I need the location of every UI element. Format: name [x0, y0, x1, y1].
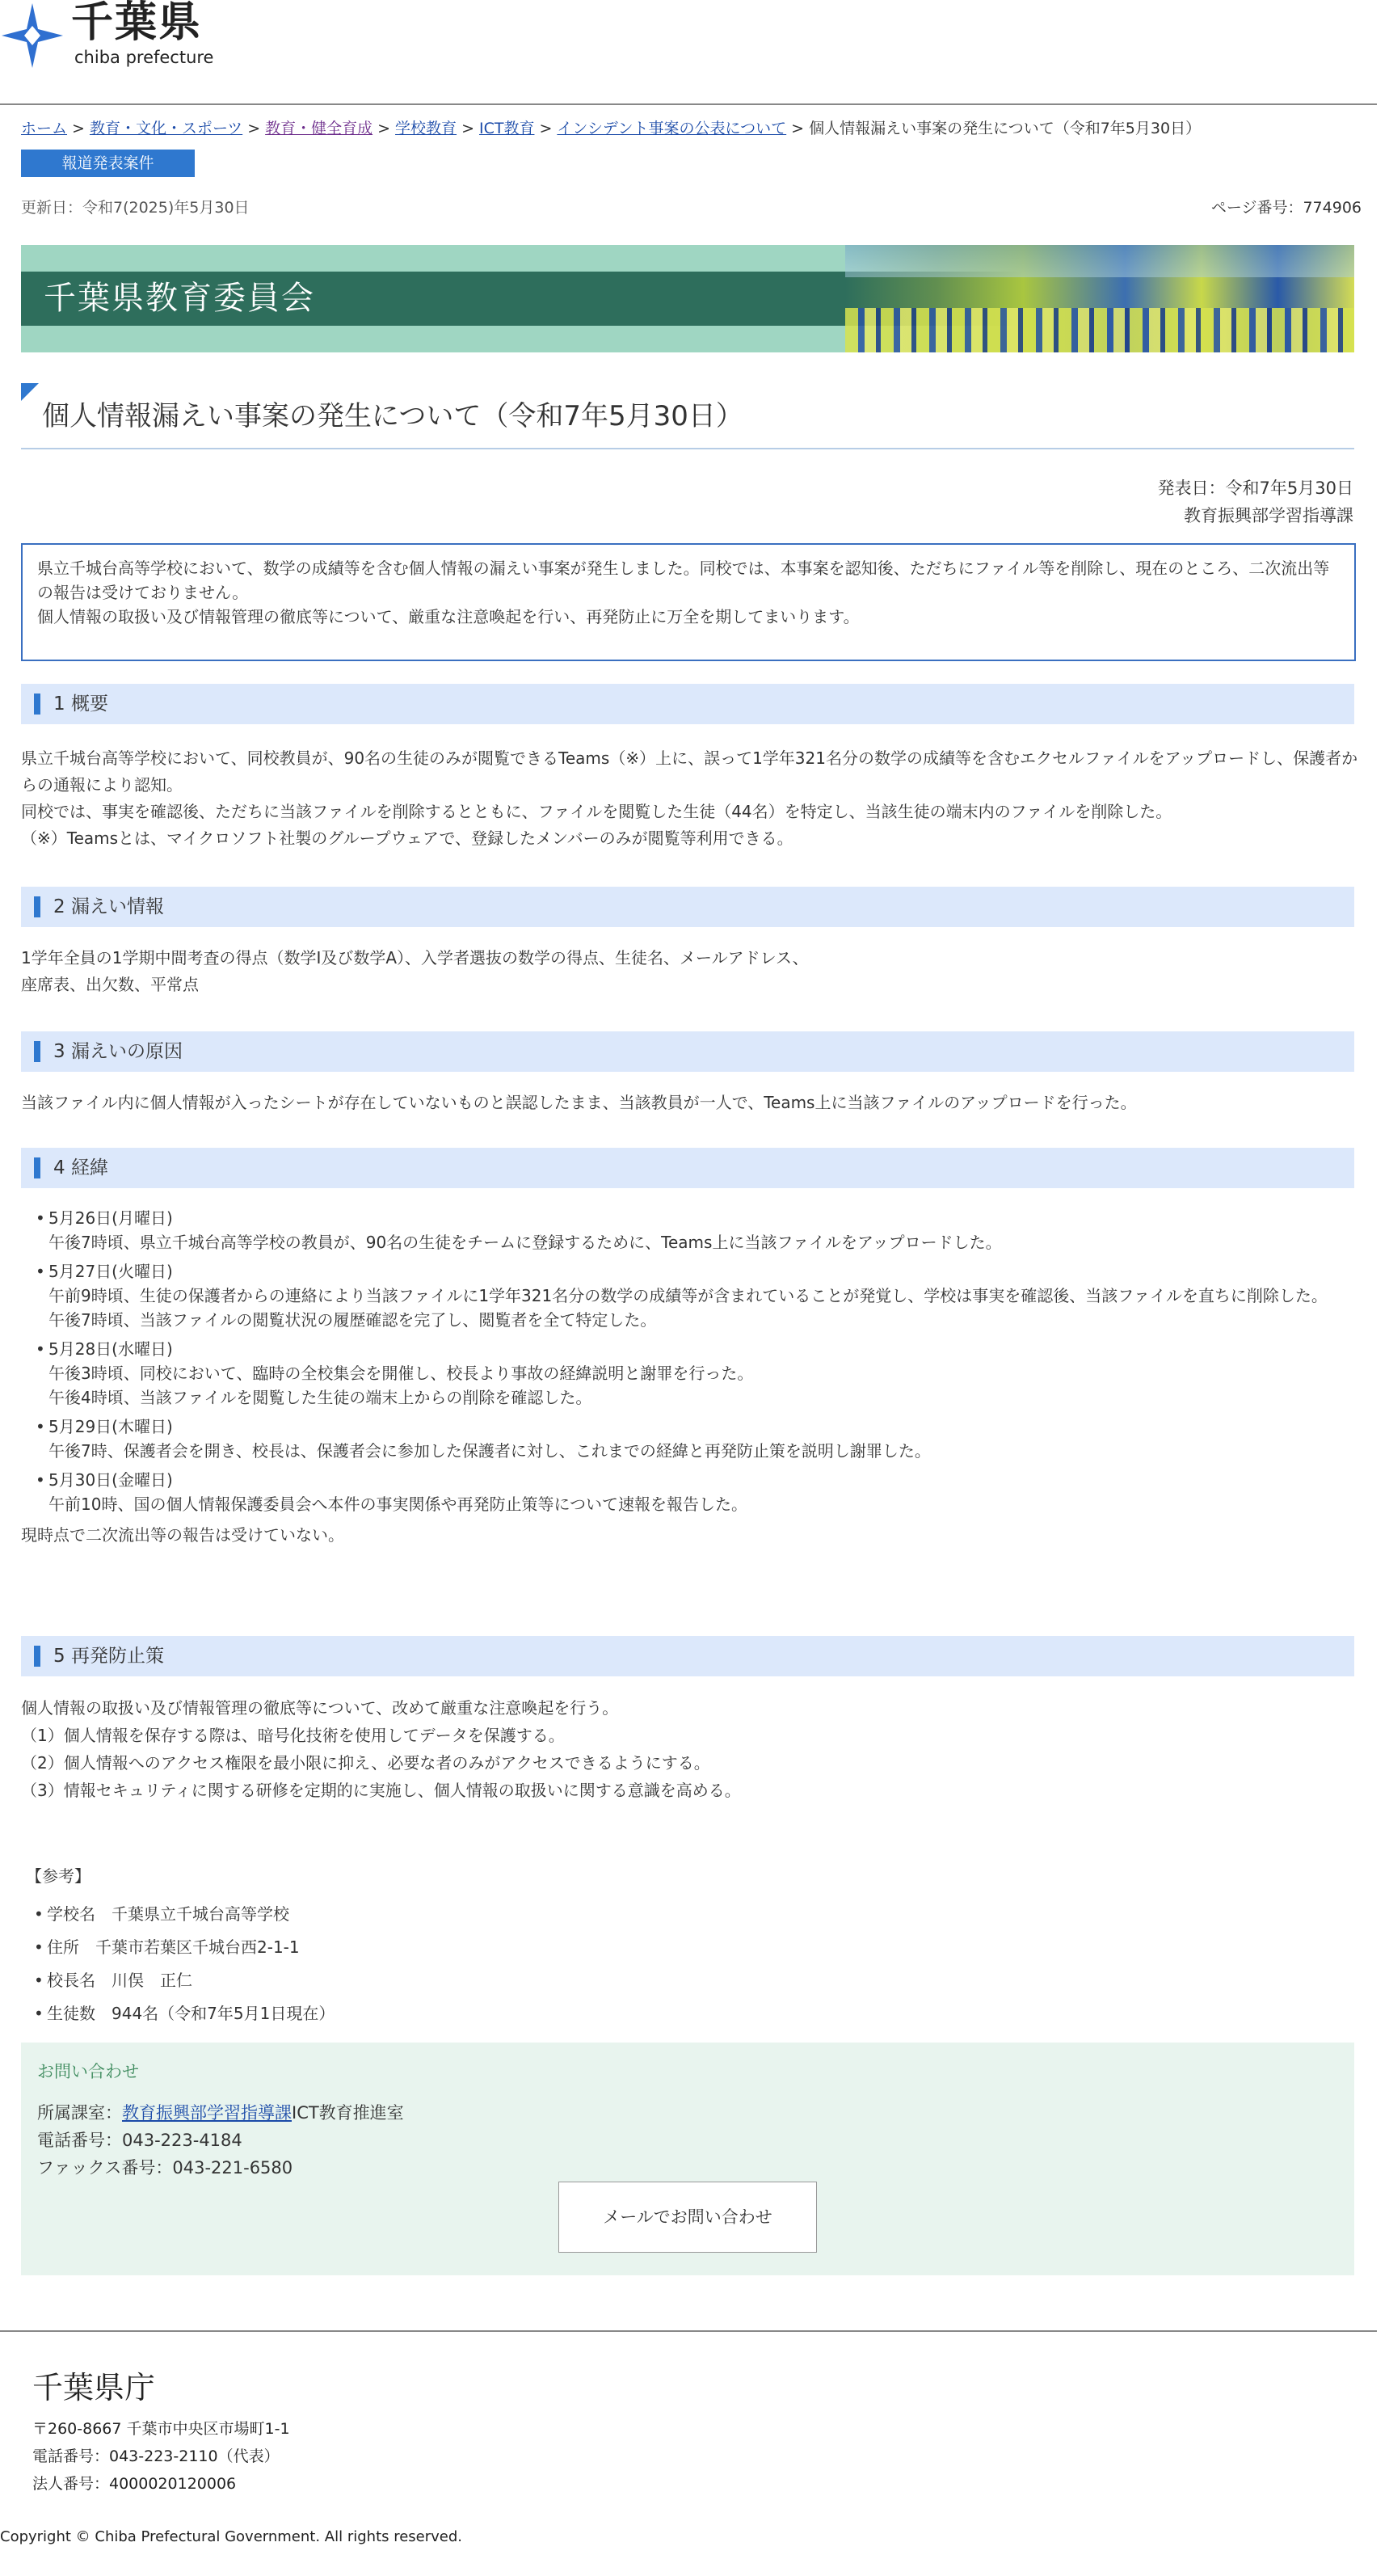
timeline-detail: 午後3時頃、同校において、臨時の全校集会を開催し、校長より事故の経緯説明と謝罪を行った。	[48, 1364, 754, 1383]
banner-title: 千葉県教育委員会	[44, 280, 315, 317]
site-logo[interactable]	[0, 0, 226, 71]
paragraph: （※）Teamsとは、マイクロソフト社製のグループウェアで、登録したメンバーのみが閲覧等利用できる。	[21, 828, 793, 848]
heading-bar	[34, 896, 40, 917]
paragraph: 当該ファイル内に個人情報が入ったシートが存在していないものと誤認したまま、当該教員が一人で、Teams上に当該ファイルのアップロードを行った。	[21, 1093, 1137, 1112]
timeline-date: • 5月28日(水曜日)	[48, 1339, 173, 1359]
contact-department-link[interactable]: 教育振興部学習指導課	[122, 2103, 292, 2123]
timeline-detail: 午前10時、国の個人情報保護委員会へ本件の事実関係や再発防止策等について速報を報告した。	[48, 1495, 748, 1514]
page-number: ページ番号：774906	[1210, 199, 1362, 217]
paragraph: 同校では、事実を確認後、ただちに当該ファイルを削除するとともに、ファイルを閲覧した生徒（44名）を特定し、当該生徒の端末内のファイルを削除した。	[21, 802, 1172, 821]
breadcrumb-separator: >	[72, 120, 85, 137]
breadcrumb-separator: >	[377, 120, 391, 137]
heading-bar	[34, 694, 40, 715]
leaked-info-body	[21, 945, 1362, 998]
timeline-detail: 午後4時頃、当該ファイルを閲覧した生徒の端末上からの削除を確認した。	[48, 1388, 592, 1407]
board-of-education-banner	[21, 245, 1354, 352]
prevention-body	[21, 1694, 1362, 1804]
timeline-date: • 5月26日(月曜日)	[48, 1208, 173, 1228]
footer-phone: 電話番号：043-223-2110（代表）	[32, 2447, 280, 2465]
timeline-item	[21, 1337, 1362, 1410]
timeline-date: • 5月29日(木曜日)	[48, 1417, 173, 1436]
breadcrumb	[21, 118, 1362, 139]
heading-bar	[34, 1646, 40, 1667]
section-heading-text: 1 概要	[53, 694, 108, 715]
paragraph: 座席表、出欠数、平常点	[21, 975, 199, 994]
timeline-date: • 5月27日(火曜日)	[48, 1262, 173, 1281]
breadcrumb-home[interactable]: ホーム	[21, 120, 68, 137]
breadcrumb-separator: >	[539, 120, 553, 137]
section-heading-timeline	[21, 1148, 1354, 1188]
reference-list-wrap	[21, 1898, 829, 2030]
timeline-list	[21, 1206, 1362, 1516]
timeline-detail: 午後7時頃、県立千城台高等学校の教員が、90名の生徒をチームに登録するために、Teams上に当該ファイルをアップロードした。	[48, 1233, 1002, 1252]
heading-bar	[34, 1041, 40, 1062]
paragraph: （1）個人情報を保存する際は、暗号化技術を使用してデータを保護する。	[21, 1726, 565, 1745]
publishing-department: 教育振興部学習指導課	[1184, 506, 1353, 525]
paragraph: （2）個人情報へのアクセス権限を最小限に抑え、必要な者のみがアクセスできるようにする。	[21, 1753, 710, 1773]
section-heading-prevention	[21, 1636, 1354, 1676]
timeline-item	[21, 1206, 1362, 1254]
reference-title: 【参考】	[26, 1866, 90, 1886]
section-heading-text: 3 漏えいの原因	[53, 1041, 183, 1062]
logo-title: 千葉県	[71, 0, 203, 47]
timeline-body	[21, 1206, 1362, 1547]
paragraph: 1学年全員の1学期中間考査の得点（数学I及び数学A）、入学者選抜の数学の得点、生徒名、メールアドレス、	[21, 948, 809, 968]
breadcrumb-separator: >	[791, 120, 805, 137]
reference-item: • 住所 千葉市若葉区千城台西2-1-1	[21, 1931, 829, 1964]
paragraph: 現時点で二次流出等の報告は受けていない。	[21, 1525, 344, 1545]
page-title: 個人情報漏えい事案の発生について（令和7年5月30日）	[42, 400, 743, 432]
section-heading-text: 2 漏えい情報	[53, 896, 164, 917]
publication-date: 発表日：令和7年5月30日	[1157, 479, 1353, 498]
timeline-date: • 5月30日(金曜日)	[48, 1470, 173, 1490]
contact-title: お問い合わせ	[37, 2062, 139, 2081]
breadcrumb-current: 個人情報漏えい事案の発生について（令和7年5月30日）	[809, 120, 1202, 137]
contact-phone: 電話番号：043-223-4184	[37, 2131, 242, 2150]
timeline-item	[21, 1468, 1362, 1516]
header-divider	[0, 103, 1377, 105]
mail-inquiry-button[interactable]: メールでお問い合わせ	[558, 2182, 817, 2253]
reference-item: • 校長名 川俣 正仁	[21, 1964, 829, 1997]
section-heading-leaked-info	[21, 887, 1354, 927]
contact-fax: ファックス番号：043-221-6580	[37, 2158, 293, 2178]
breadcrumb-incident-disclosure[interactable]: インシデント事案の公表について	[557, 120, 787, 137]
breadcrumb-education-youth[interactable]: 教育・健全育成	[265, 120, 373, 137]
section-heading-text: 4 経緯	[53, 1157, 108, 1178]
breadcrumb-education-culture-sports[interactable]: 教育・文化・スポーツ	[89, 120, 243, 137]
reference-item: • 生徒数 944名（令和7年5月1日現在）	[21, 1997, 829, 2030]
breadcrumb-separator: >	[247, 120, 261, 137]
overview-body	[21, 745, 1362, 852]
chiba-emblem-icon	[0, 2, 65, 70]
paragraph: 県立千城台高等学校において、同校教員が、90名の生徒のみが閲覧できるTeams（※）上に、誤って1学年321名分の数学の成績等を含むエクセルファイルをアップロードし、保護者からの通報により認知。	[21, 748, 1358, 795]
timeline-detail: 午前9時頃、生徒の保護者からの連絡により当該ファイルに1学年321名分の数学の成績等が含まれていることが発覚し、学校は事実を確認後、当該ファイルを直ちに削除した。	[48, 1286, 1328, 1305]
timeline-item	[21, 1414, 1362, 1463]
notice-line: 個人情報の取扱い及び情報管理の徹底等について、厳重な注意喚起を行い、再発防止に万全を期してまいります。	[37, 607, 860, 626]
contact-box	[21, 2043, 1354, 2275]
paragraph: 個人情報の取扱い及び情報管理の徹底等について、改めて厳重な注意喚起を行う。	[21, 1698, 619, 1718]
footer-divider	[0, 2330, 1377, 2332]
timeline-item	[21, 1259, 1362, 1332]
section-heading-text: 5 再発防止策	[53, 1646, 164, 1667]
contact-department-label: 所属課室：	[37, 2103, 122, 2123]
logo-subtitle: chiba prefecture	[74, 48, 214, 67]
notice-line: 県立千城台高等学校において、数学の成績等を含む個人情報の漏えい事案が発生しました。同校では、本事案を認知後、ただちにファイル等を削除し、現在のところ、二次流出等の報告は受けておりません。	[37, 559, 1330, 602]
section-heading-overview	[21, 684, 1354, 724]
contact-department-suffix: ICT教育推進室	[292, 2103, 404, 2123]
reference-item: • 学校名 千葉県立千城台高等学校	[21, 1898, 829, 1931]
cause-body	[21, 1090, 1362, 1116]
footer-office-name: 千葉県庁	[32, 2370, 156, 2405]
contact-department	[37, 2101, 404, 2125]
paragraph: （3）情報セキュリティに関する研修を定期的に実施し、個人情報の取扱いに関する意識を高める。	[21, 1781, 741, 1800]
breadcrumb-school-education[interactable]: 学校教育	[395, 120, 457, 137]
footer-corp-number: 法人番号：4000020120006	[32, 2475, 237, 2493]
reference-list	[21, 1898, 829, 2030]
banner-photo	[845, 245, 1354, 352]
updated-date: 更新日：令和7(2025)年5月30日	[21, 199, 250, 217]
timeline-detail: 午後7時頃、当該ファイルの閲覧状況の履歴確認を完了し、閲覧者を全て特定した。	[48, 1310, 657, 1330]
breadcrumb-ict-education[interactable]: ICT教育	[478, 120, 535, 137]
timeline-detail: 午後7時、保護者会を開き、校長は、保護者会に参加した保護者に対し、これまでの経緯と再発防止策を説明し謝罪した。	[48, 1441, 931, 1461]
page-title-block	[21, 383, 1354, 449]
press-release-badge: 報道発表案件	[21, 150, 195, 177]
footer-address: 〒260-8667 千葉市中央区市場町1-1	[32, 2420, 290, 2438]
title-corner-icon	[21, 383, 39, 401]
copyright: Copyright © Chiba Prefectural Government. All rights reserved.	[0, 2528, 463, 2545]
summary-notice	[21, 543, 1356, 661]
heading-bar	[34, 1157, 40, 1178]
breadcrumb-separator: >	[461, 120, 474, 137]
section-heading-cause	[21, 1031, 1354, 1072]
